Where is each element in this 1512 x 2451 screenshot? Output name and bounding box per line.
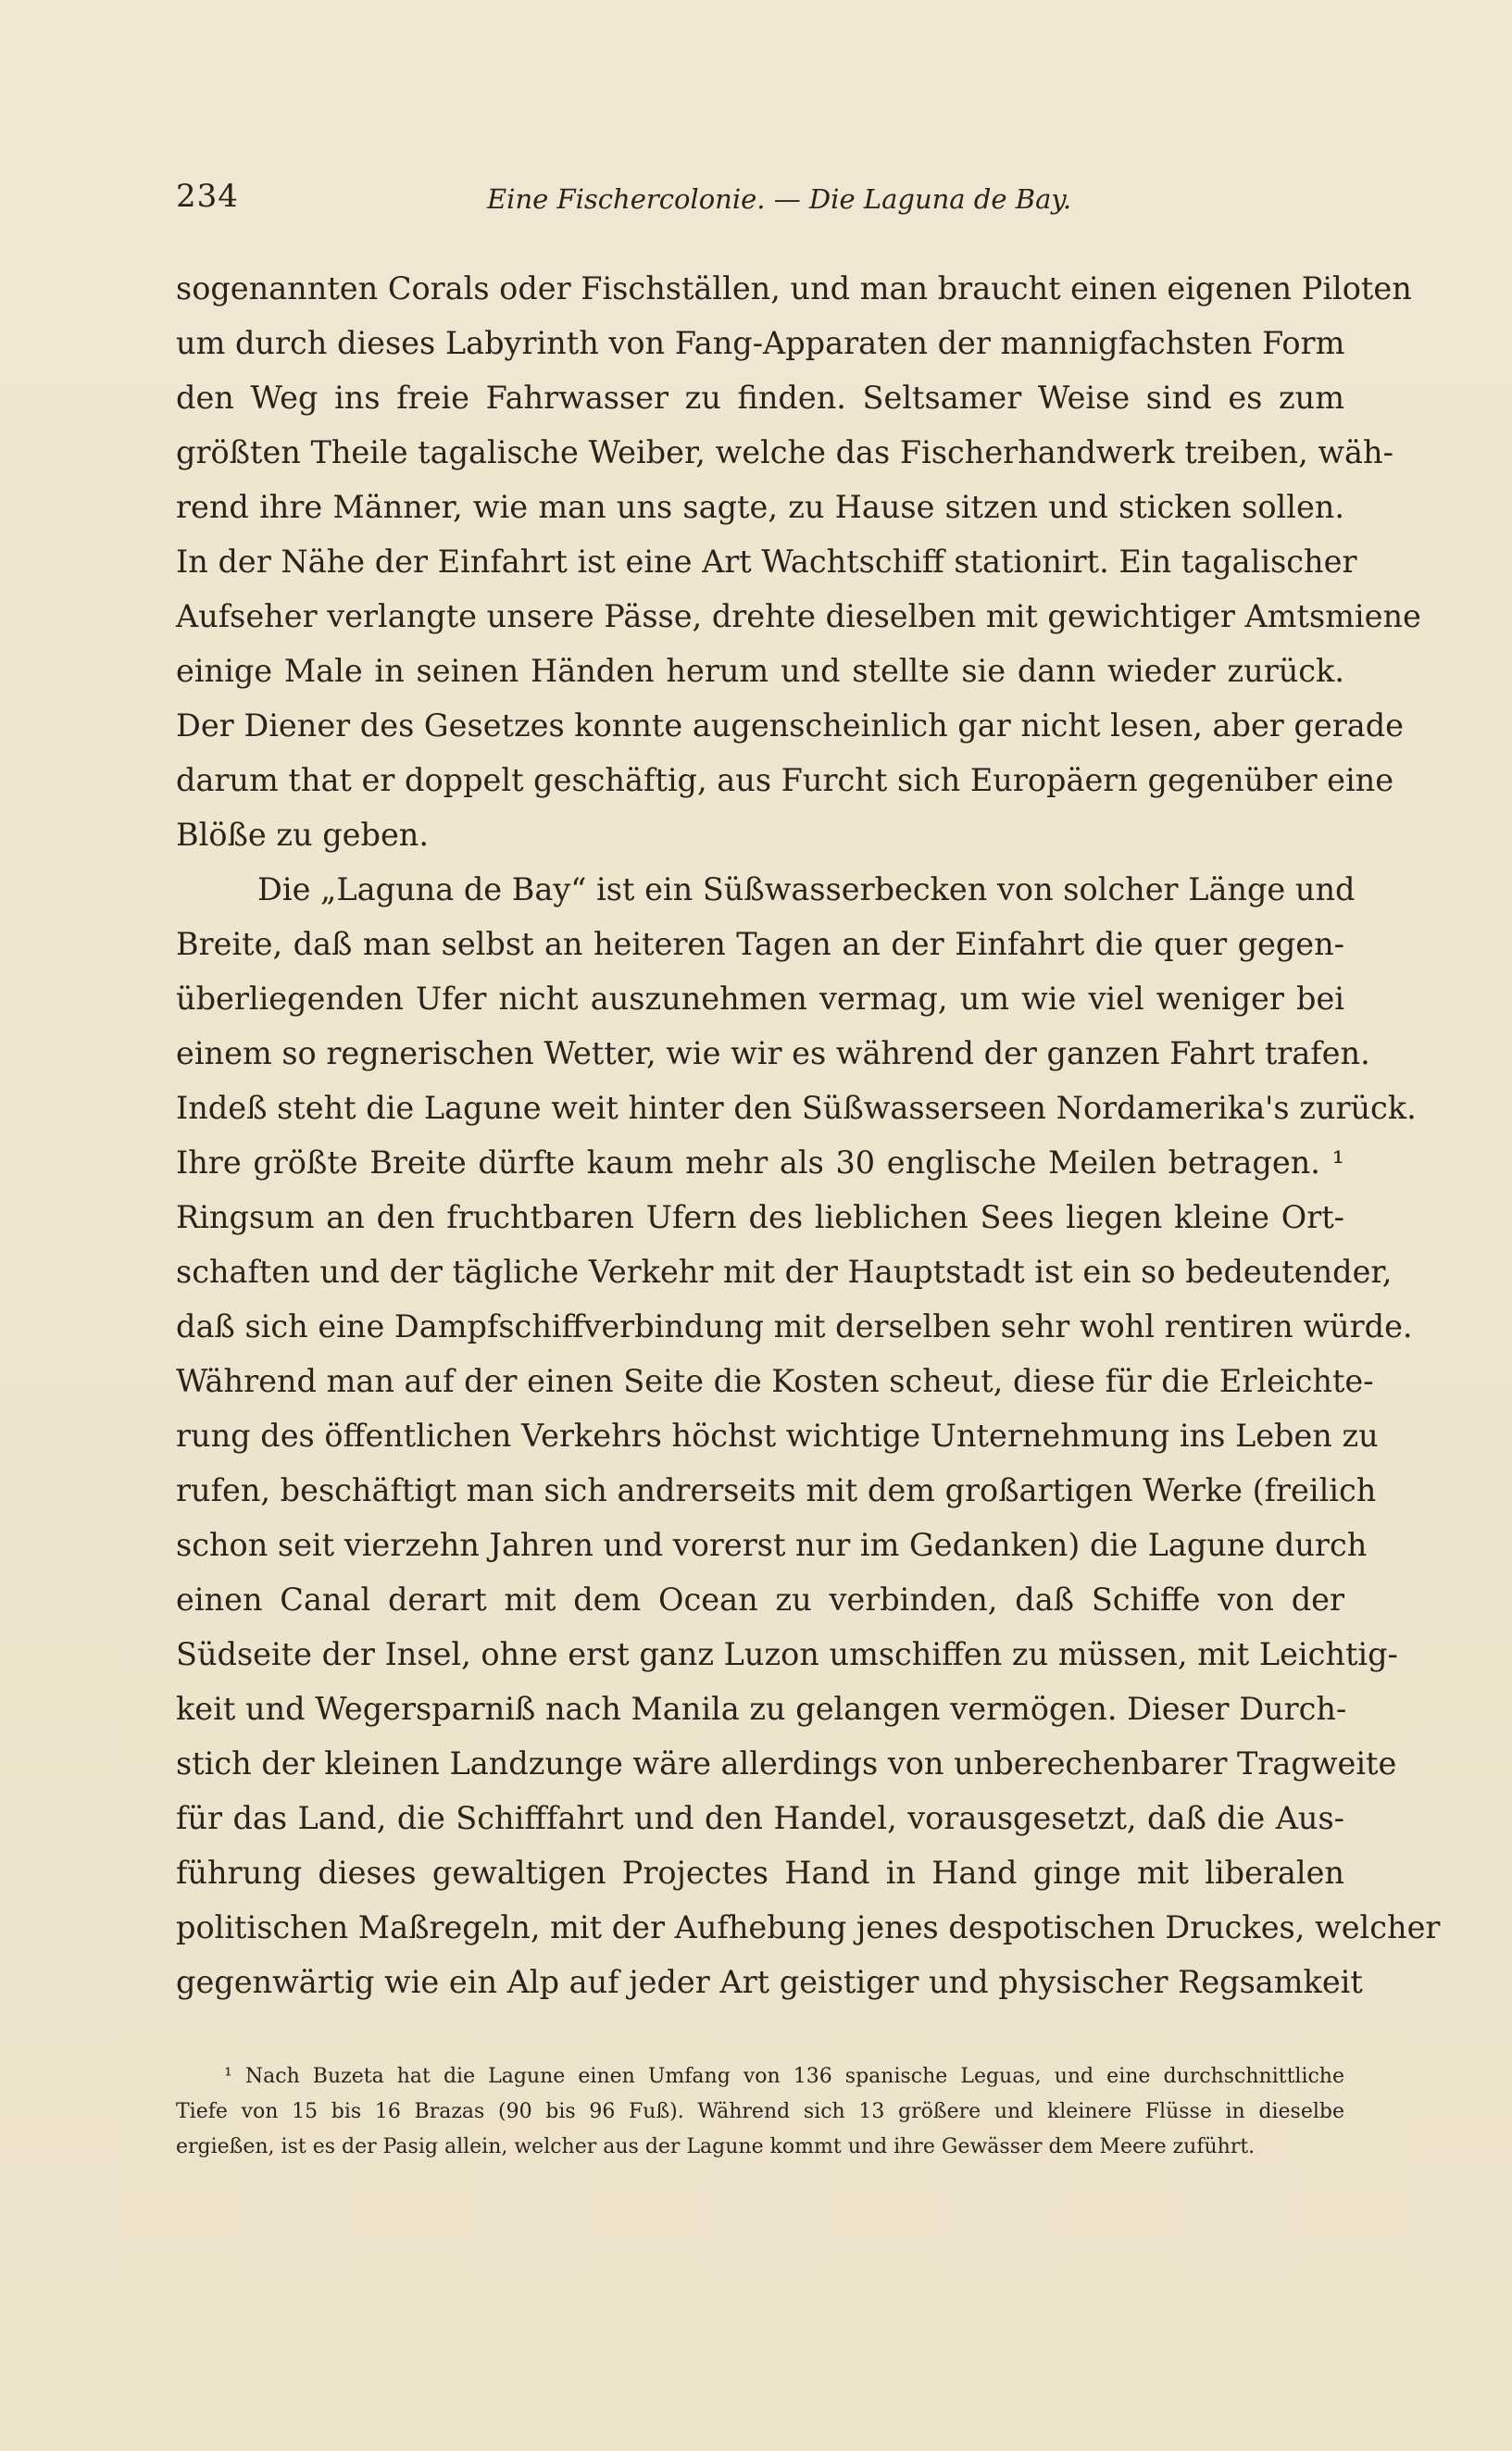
text-line: Breite, daß man selbst an heiteren Tagen an der Einfahrt die quer gegen- bbox=[176, 926, 1344, 962]
text-line: Während man auf der einen Seite die Kosten scheut, diese für die Erleichte- bbox=[176, 1363, 1374, 1399]
text-line: politischen Maßregeln, mit der Aufhebung jenes despotischen Druckes, welcher bbox=[176, 1909, 1441, 1945]
text-line: sogenannten Corals oder Fischställen, und man braucht einen eigenen Piloten bbox=[176, 270, 1412, 306]
text-line: In der Nähe der Einfahrt ist eine Art Wachtschiff stationirt. Ein tagalischer bbox=[176, 544, 1357, 580]
text-line: daß sich eine Dampfschiffverbindung mit derselben sehr wohl rentiren würde. bbox=[176, 1308, 1413, 1344]
text-line: rufen, beschäftigt man sich andrerseits mit dem großartigen Werke (freilich bbox=[176, 1472, 1377, 1508]
text-line: keit und Wegersparniß nach Manila zu gelangen vermögen. Dieser Durch- bbox=[176, 1691, 1347, 1727]
text-line: den Weg ins freie Fahrwasser zu finden. Seltsamer Weise sind es zum bbox=[176, 380, 1344, 416]
paragraph-end-line: Blöße zu geben. bbox=[176, 817, 429, 853]
footnote-line: ergießen, ist es der Pasig allein, welcher aus der Lagune kommt und ihre Gewässer dem Meere zuführt. bbox=[176, 2135, 1256, 2158]
text-line: überliegenden Ufer nicht auszunehmen vermag, um wie viel weniger bei bbox=[176, 981, 1344, 1017]
text-line: gegenwärtig wie ein Alp auf jeder Art geistiger und physischer Regsamkeit bbox=[176, 1964, 1363, 2000]
text-line: darum that er doppelt geschäftig, aus Furcht sich Europäern gegenüber eine bbox=[176, 762, 1394, 798]
running-title: Eine Fischercolonie. — Die Laguna de Bay. bbox=[487, 183, 1072, 215]
text-line: Ringsum an den fruchtbaren Ufern des lieblichen Sees liegen kleine Ort- bbox=[176, 1199, 1344, 1235]
text-line: größten Theile tagalische Weiber, welche das Fischerhandwerk treiben, wäh- bbox=[176, 434, 1393, 470]
text-line: rung des öffentlichen Verkehrs höchst wichtige Unternehmung ins Leben zu bbox=[176, 1418, 1379, 1454]
page-header bbox=[176, 178, 1352, 224]
text-line: für das Land, die Schifffahrt und den Handel, vorausgesetzt, daß die Aus- bbox=[176, 1800, 1344, 1836]
text-line: Südseite der Insel, ohne erst ganz Luzon umschiffen zu müssen, mit Leichtig- bbox=[176, 1636, 1398, 1672]
text-line-with-footnote-ref: Ihre größte Breite dürfte kaum mehr als 30 englische Meilen betragen. ¹ bbox=[176, 1144, 1344, 1181]
text-line: rend ihre Männer, wie man uns sagte, zu Hause sitzen und sticken sollen. bbox=[176, 489, 1344, 525]
footnote bbox=[176, 2059, 1344, 2165]
text-line: schon seit vierzehn Jahren und vorerst nur im Gedanken) die Lagune durch bbox=[176, 1527, 1368, 1563]
text-line: einige Male in seinen Händen herum und stellte sie dann wieder zurück. bbox=[176, 653, 1344, 689]
text-line: führung dieses gewaltigen Projectes Hand in Hand ginge mit liberalen bbox=[176, 1855, 1344, 1891]
text-line: Der Diener des Gesetzes konnte augenscheinlich gar nicht lesen, aber gerade bbox=[176, 707, 1404, 744]
page-number: 234 bbox=[176, 178, 239, 215]
paragraph-start-line: Die „Laguna de Bay“ ist ein Süßwasserbecken von solcher Länge und bbox=[257, 871, 1356, 907]
text-line: einen Canal derart mit dem Ocean zu verbinden, daß Schiffe von der bbox=[176, 1582, 1344, 1618]
text-line: um durch dieses Labyrinth von Fang-Apparaten der mannigfachsten Form bbox=[176, 325, 1345, 361]
text-line: Aufseher verlangte unsere Pässe, drehte dieselben mit gewichtiger Amtsmiene bbox=[176, 598, 1421, 634]
body-text bbox=[176, 261, 1441, 2009]
footnote-line: ¹ Nach Buzeta hat die Lagune einen Umfang von 136 spanische Leguas, und eine durchschnittliche bbox=[224, 2065, 1344, 2088]
text-line: schaften und der tägliche Verkehr mit der Hauptstadt ist ein so bedeutender, bbox=[176, 1254, 1393, 1290]
footnote-line: Tiefe von 15 bis 16 Brazas (90 bis 96 Fuß). Während sich 13 größere und kleinere Flüsse in dieselbe bbox=[176, 2100, 1344, 2123]
text-line: stich der kleinen Landzunge wäre allerdings von unberechenbarer Tragweite bbox=[176, 1745, 1397, 1782]
text-line: einem so regnerischen Wetter, wie wir es während der ganzen Fahrt trafen. bbox=[176, 1035, 1370, 1071]
text-line: Indeß steht die Lagune weit hinter den Süßwasserseen Nordamerika's zurück. bbox=[176, 1090, 1417, 1126]
